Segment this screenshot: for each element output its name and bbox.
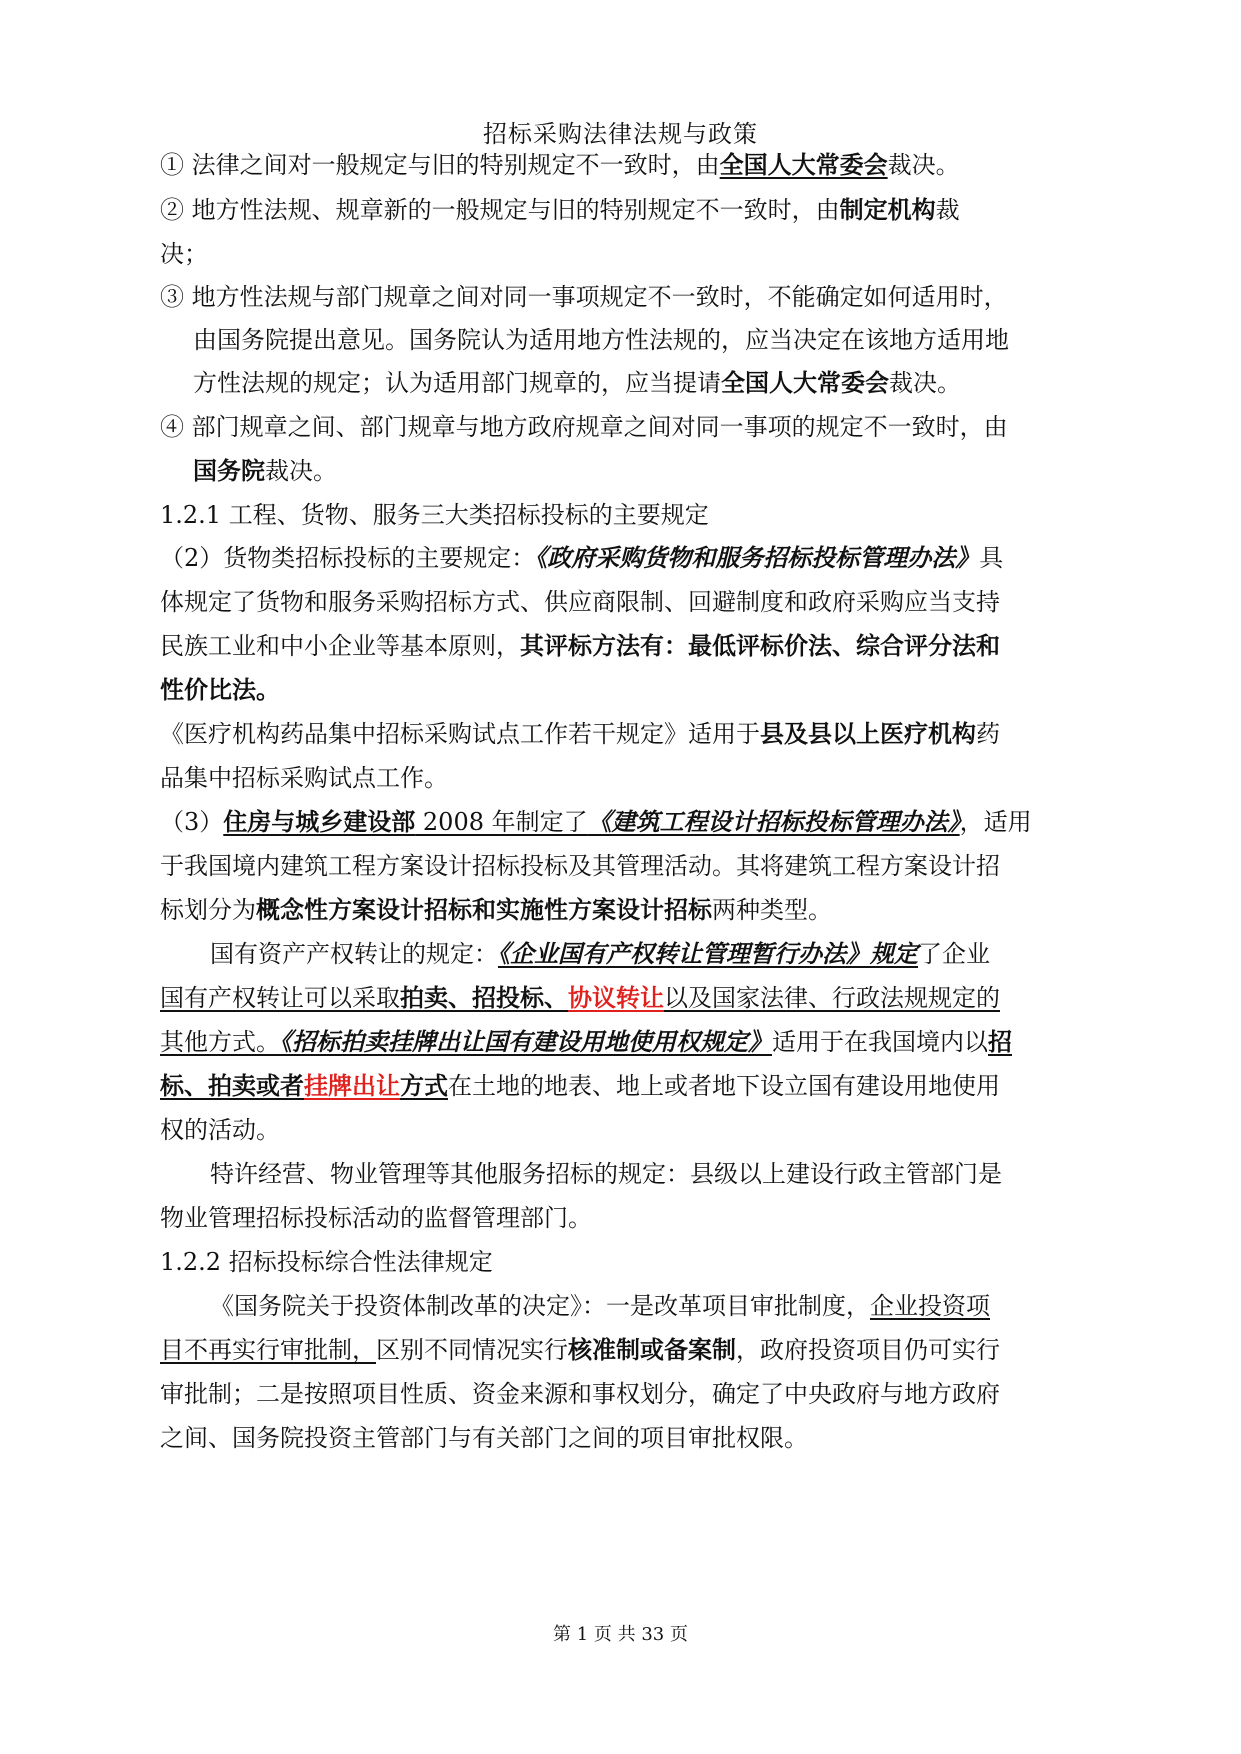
item-4-line (193, 454, 337, 488)
text-run: 裁决。 (265, 457, 337, 485)
text-run: ，政府投资项目仍可实行 (736, 1336, 1000, 1364)
section-heading: 1.2.2 招标投标综合性法律规定 (160, 1248, 493, 1276)
paragraph-line (160, 541, 1003, 575)
text-run: 区别不同情况实行 (376, 1336, 568, 1364)
text-run: 民族工业和中小企业等基本原则， (160, 632, 520, 660)
emphasis-run: 《企业国有产权转让管理暂行办法》规定 (498, 939, 918, 968)
paragraph-line (160, 893, 832, 927)
text-run: 《医疗机构药品集中招标采购试点工作若干规定》适用于 (160, 720, 760, 748)
paragraph-line (160, 1333, 1000, 1367)
paragraph-line (160, 1069, 1000, 1103)
emphasis-run: 县及县以上医疗机构 (760, 719, 976, 748)
text-run: 国有资产产权转让的规定： (210, 940, 498, 968)
text-run: 目不再实行审批制， (160, 1336, 376, 1364)
paragraph-line (160, 981, 1000, 1015)
emphasis-run: 制定机构 (839, 195, 936, 224)
paragraph-line: 权的活动。 (160, 1116, 280, 1144)
paragraph-line (210, 937, 990, 971)
text-run: （2）货物类招标投标的主要规定： (160, 544, 536, 572)
paragraph-line: 之间、国务院投资主管部门与有关部门之间的项目审批权限。 (160, 1424, 808, 1452)
text-run: ② 地方性法规、规章新的一般规定与旧的特别规定不一致时，由 (160, 196, 840, 224)
paragraph-line (160, 805, 1032, 839)
text-run: 具 (979, 544, 1004, 572)
emphasis-run: 核准制或备案制 (568, 1335, 736, 1364)
paragraph-line: 于我国境内建筑工程方案设计招标投标及其管理活动。其将建筑工程方案设计招 (160, 852, 1000, 880)
document-title: 招标采购法律法规与政策 (483, 120, 758, 148)
text-run: 标划分为 (160, 896, 256, 924)
text-run: 国有产权转让可以采取 (160, 984, 400, 1012)
text-run: 裁决。 (889, 369, 961, 397)
emphasis-run: 全国人大常委会 (721, 368, 889, 397)
emphasis-run: 国务院 (193, 456, 265, 485)
text-run: （3） (160, 808, 224, 836)
text-run: 了企业 (918, 940, 990, 968)
emphasis-run: 标、拍卖或者 (160, 1071, 304, 1100)
emphasis-run-red: 挂牌出让 (304, 1071, 400, 1100)
text-run: 《国务院关于投资体制改革的决定》：一是改革项目审批制度， (210, 1292, 870, 1320)
item-3-line: ③ 地方性法规与部门规章之间对同一事项规定不一致时，不能确定如何适用时， (160, 283, 1008, 311)
emphasis-run: 全国人大常委会 (719, 150, 888, 179)
emphasis-run: 概念性方案设计招标和实施性方案设计招标 (256, 895, 712, 924)
text-run: 其他方式。 (160, 1028, 280, 1056)
paragraph-line: 审批制；二是按照项目性质、资金来源和事权划分，确定了中央政府与地方政府 (160, 1380, 1000, 1408)
text-run: ，适用 (959, 808, 1032, 836)
paragraph-line: 特许经营、物业管理等其他服务招标的规定：县级以上建设行政主管部门是 (210, 1160, 1002, 1188)
text-run: 以及国家法律、行政法规规定的 (664, 984, 1000, 1012)
page-footer: 第 1 页 共 33 页 (553, 1624, 688, 1645)
item-1-line (160, 148, 960, 182)
paragraph-line: 品集中招标采购试点工作。 (160, 764, 448, 792)
text-run: ① 法律之间对一般规定与旧的特别规定不一致时，由 (160, 151, 720, 179)
text-run: 药 (976, 720, 1000, 748)
text-run: 2008 年制定了 (415, 808, 588, 836)
emphasis-run-red: 协议转让 (568, 983, 664, 1012)
paragraph-line: 体规定了货物和服务采购招标方式、供应商限制、回避制度和政府采购应当支持 (160, 588, 1000, 616)
section-heading: 1.2.1 工程、货物、服务三大类招标投标的主要规定 (160, 501, 709, 529)
paragraph-line (160, 1025, 1012, 1059)
emphasis-run: 《建筑工程设计招标投标管理办法》 (587, 807, 960, 836)
text-run: 裁决。 (887, 151, 960, 179)
text-run: 企业投资项 (870, 1292, 990, 1320)
emphasis-run: 《政府采购货物和服务招标投标管理办法》 (535, 543, 980, 572)
text-run: 在土地的地表、地上或者地下设立国有建设用地使用 (448, 1072, 1000, 1100)
emphasis-run: 性价比法。 (160, 675, 280, 704)
text-run: 裁 (935, 196, 960, 224)
item-4-line: ④ 部门规章之间、部门规章与地方政府规章之间对同一事项的规定不一致时，由 (160, 413, 1008, 441)
paragraph-line (160, 673, 280, 707)
paragraph-line (160, 717, 1000, 751)
text-run: 方性法规的规定；认为适用部门规章的，应当提请 (193, 369, 721, 397)
emphasis-run: 拍卖、招投标、 (400, 983, 568, 1012)
emphasis-run: 招 (988, 1027, 1012, 1056)
item-2-line (160, 193, 960, 227)
item-3-line: 由国务院提出意见。国务院认为适用地方性法规的，应当决定在该地方适用地 (193, 326, 1009, 354)
item-3-line (193, 366, 961, 400)
emphasis-run: 其评标方法有：最低评标价法、综合评分法和 (520, 631, 1000, 660)
paragraph-line: 物业管理招标投标活动的监督管理部门。 (160, 1204, 592, 1232)
item-2-line-cont: 决； (160, 240, 208, 268)
emphasis-run: 《招标拍卖挂牌出让国有建设用地使用权规定》 (280, 1027, 772, 1056)
text-run: 适用于在我国境内以 (772, 1028, 988, 1056)
paragraph-line (210, 1289, 990, 1323)
emphasis-run: 方式 (400, 1071, 448, 1100)
paragraph-line (160, 629, 1000, 663)
text-run: 两种类型。 (712, 896, 832, 924)
emphasis-run: 住房与城乡建设部 (223, 807, 416, 836)
